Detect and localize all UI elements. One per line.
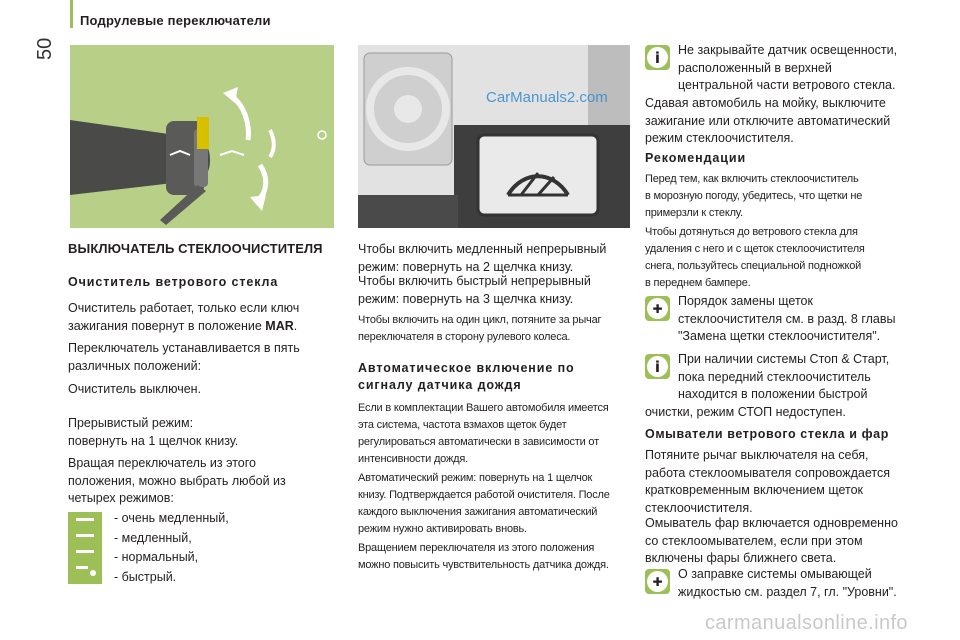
wiper-speed-list xyxy=(114,509,229,587)
speed-levels-icon xyxy=(68,512,102,584)
modes-line-2: положения, можно выбрать любой из xyxy=(68,473,286,488)
washer-p2-line-1: Омыватель фар включается одновременно xyxy=(645,516,898,530)
rain-sensor-p3-line-1: Вращением переключателя из этого положения xyxy=(358,542,595,554)
blade-replacement-line-3: "Замена щетки стеклоочистителя". xyxy=(678,329,881,343)
intermittent-line-2: повернуть на 1 щелчок книзу. xyxy=(68,433,239,448)
recommendation-frost-line-1: Перед тем, как включить стеклоочиститель xyxy=(645,173,859,185)
light-sensor-note xyxy=(678,42,948,95)
rain-sensor-subtitle-line-2: сигналу датчика дождя xyxy=(358,378,522,392)
page-header-title: Подрулевые переключатели xyxy=(80,13,271,28)
rain-sensor-p2-line-2: книзу. Подтверждается работой очистителя. После xyxy=(358,489,610,501)
rain-sensor-p1-line-2: эта система, частота взмахов щеток будет xyxy=(358,419,567,431)
rain-sensor-p1-line-4: интенсивности дождя. xyxy=(358,453,468,465)
rain-sensor-paragraph-2 xyxy=(358,470,648,538)
light-sensor-note-line-1: Не закрывайте датчик освещенности, xyxy=(678,43,898,57)
ignition-position-mar: MAR xyxy=(265,318,294,333)
blade-replacement-line-2: стеклоочистителя см. в разд. 8 главы xyxy=(678,311,896,326)
page-number: 50 xyxy=(34,37,56,60)
stop-start-line-4: очистки, режим СТОП недоступен. xyxy=(645,404,846,419)
plus-icon xyxy=(645,296,670,321)
recommendations-title: Рекомендации xyxy=(645,151,747,165)
modes-paragraph xyxy=(68,455,338,508)
washer-p2-line-3: включены фары ближнего света. xyxy=(645,551,837,565)
stop-start-line-1: При наличии системы Стоп & Старт, xyxy=(678,352,890,366)
washer-p1-line-4: стеклоочистителя. xyxy=(645,500,753,515)
single-cycle-line-2: переключателя в сторону рулевого колеса. xyxy=(358,331,571,343)
recommendation-snow xyxy=(645,224,945,292)
recommendation-snow-line-3: снега, пользуйтесь специальной подножкой xyxy=(645,260,862,272)
recommendation-snow-line-2: удаления с него и с щеток стеклоочистителя xyxy=(645,243,865,255)
wiper-intro-period: . xyxy=(293,318,298,333)
info-icon xyxy=(645,45,670,70)
slow-continuous-line-1: Чтобы включить медленный непрерывный xyxy=(358,242,607,256)
photo-watermark: CarManuals2.com xyxy=(486,89,608,106)
recommendation-frost xyxy=(645,171,945,222)
washer-paragraph-2 xyxy=(645,515,945,568)
rain-sensor-p3-line-2: можно повысить чувствительность датчика дождя. xyxy=(358,559,609,571)
speed-slow: - медленный, xyxy=(114,530,192,545)
speed-very-slow: - очень медленный, xyxy=(114,511,229,525)
rain-sensor-paragraph-1 xyxy=(358,400,648,468)
car-wash-line-2: зажигание или отключите автоматический xyxy=(645,113,891,128)
intermittent-paragraph xyxy=(68,415,338,450)
stop-start-line-2: пока передний стеклоочиститель xyxy=(678,369,871,384)
intermittent-line-1: Прерывистый режим: xyxy=(68,416,194,430)
rain-sensor-p1-line-1: Если в комплектации Вашего автомобиля имеется xyxy=(358,402,609,414)
footer-watermark: carmanualsonline.info xyxy=(705,612,908,634)
positions-paragraph xyxy=(68,340,338,375)
car-wash-line-1: Сдавая автомобиль на мойку, выключите xyxy=(645,96,886,110)
washers-title: Омыватели ветрового стекла и фар xyxy=(645,427,889,441)
speed-fast: - быстрый. xyxy=(114,569,177,584)
fast-continuous-paragraph xyxy=(358,273,648,308)
recommendation-snow-line-1: Чтобы дотянуться до ветрового стекла для xyxy=(645,226,858,238)
rain-sensor-p2-line-3: каждого выключения зажигания автоматический xyxy=(358,506,598,518)
wiper-intro-text: зажигания повернут в положение xyxy=(68,318,266,333)
rain-sensor-p2-line-1: Автоматический режим: повернуть на 1 щелчок xyxy=(358,472,593,484)
fluid-refill-note xyxy=(678,566,948,601)
recommendation-snow-line-4: в переднем бампере. xyxy=(645,277,751,289)
info-icon-glyph: i xyxy=(647,47,668,68)
rain-sensor-paragraph-3 xyxy=(358,540,648,574)
slow-continuous-paragraph xyxy=(358,241,648,276)
rain-sensor-p2-line-4: режим нужно активировать вновь. xyxy=(358,523,527,535)
car-wash-paragraph xyxy=(645,95,945,148)
recommendation-frost-line-2: в морозную погоду, убедитесь, что щетки не xyxy=(645,190,863,202)
positions-line-1: Переключатель устанавливается в пять xyxy=(68,341,300,355)
washer-p2-line-2: со стеклоомывателем, если при этом xyxy=(645,533,863,548)
stop-start-note xyxy=(645,351,945,421)
washer-paragraph-1 xyxy=(645,447,945,517)
plus-icon-fluid-glyph: ✚ xyxy=(647,571,668,592)
washer-p1-line-1: Потяните рычаг выключателя на себя, xyxy=(645,448,869,462)
slow-continuous-line-2: режим: повернуть на 2 щелчка книзу. xyxy=(358,259,574,274)
wiper-intro-line-1: Очиститель работает, только если ключ xyxy=(68,301,300,315)
wiper-stalk-drawing xyxy=(70,45,334,228)
single-cycle-paragraph xyxy=(358,312,648,346)
washer-p1-line-2: работа стеклоомывателя сопровождается xyxy=(645,465,890,480)
dashboard-photo xyxy=(358,45,630,228)
recommendation-frost-line-3: примерзли к стеклу. xyxy=(645,207,743,219)
single-cycle-line-1: Чтобы включить на один цикл, потяните за рычаг xyxy=(358,314,602,326)
stop-start-line-3: находится в положении быстрой xyxy=(678,387,868,401)
modes-line-3: четырех режимов: xyxy=(68,491,174,505)
plus-icon-fluid xyxy=(645,569,670,594)
blade-replacement-line-1: Порядок замены щеток xyxy=(678,294,813,308)
car-wash-line-3: режим стеклоочистителя. xyxy=(645,131,794,145)
rain-sensor-subtitle-line-1: Автоматическое включение по xyxy=(358,361,575,375)
speed-levels-icon-drawing xyxy=(68,512,102,584)
speed-normal: - нормальный, xyxy=(114,550,199,564)
wiper-off-text: Очиститель выключен. xyxy=(68,382,202,396)
blade-replacement-note xyxy=(678,293,948,346)
positions-line-2: различных положений: xyxy=(68,358,202,373)
section-title: ВЫКЛЮЧАТЕЛЬ СТЕКЛООЧИСТИТЕЛЯ xyxy=(68,241,323,256)
wiper-intro-line-2 xyxy=(68,318,338,336)
fluid-refill-line-2: жидкостью см. раздел 7, гл. "Уровни". xyxy=(678,584,897,599)
wiper-stalk-illustration xyxy=(70,45,334,228)
plus-icon-glyph: ✚ xyxy=(647,298,668,319)
fast-continuous-line-1: Чтобы включить быстрый непрерывный xyxy=(358,274,591,288)
windshield-wiper-subtitle: Очиститель ветрового стекла xyxy=(68,275,279,289)
wiper-intro-paragraph xyxy=(68,300,338,335)
dashboard-photo-drawing xyxy=(358,45,630,228)
fluid-refill-line-1: О заправке системы омывающей xyxy=(678,567,872,581)
light-sensor-note-line-3: центральной части ветрового стекла. xyxy=(678,78,896,92)
light-sensor-note-line-2: расположенный в верхней xyxy=(678,60,832,75)
info-icon-stop-start-glyph: i xyxy=(647,356,668,377)
rain-sensor-p1-line-3: регулироваться автоматически в зависимости от xyxy=(358,436,599,448)
header-accent-bar xyxy=(70,0,73,28)
rain-sensor-subtitle xyxy=(358,360,648,394)
washer-p1-line-3: кратковременным включением щеток xyxy=(645,483,864,497)
fast-continuous-line-2: режим: повернуть на 3 щелчка книзу. xyxy=(358,291,574,306)
modes-line-1: Вращая переключатель из этого xyxy=(68,456,257,470)
